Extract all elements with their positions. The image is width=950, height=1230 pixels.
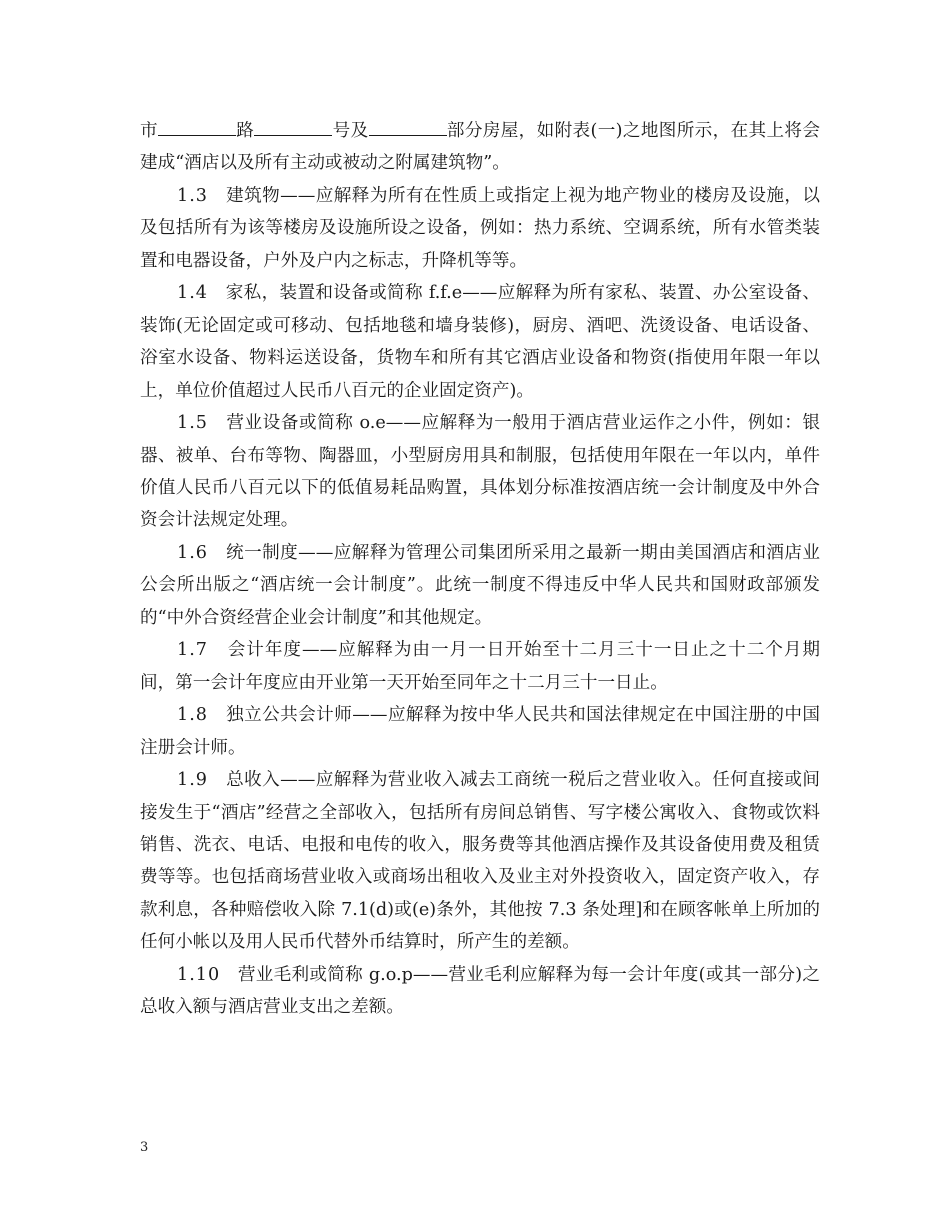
clause-text: 独立公共会计师——应解释为按中华人民共和国法律规定在中国注册的中国注册会计师。 <box>140 705 820 758</box>
clause-text: 营业设备或简称 o.e——应解释为一般用于酒店营业运作之小件，例如：银器、被单、台布等物、陶器皿，小型厨房用具和制服，包括使用年限在一年以内，单件价值人民币八百元以下的低值易耗品购置，具体划分标准按酒店统一会计制度及中外合资会计法规定处理。 <box>140 413 821 531</box>
clause-text: 会计年度——应解释为由一月一日开始至十二月三十一日止之十二个月期间，第一会计年度应由开业第一天开始至同年之十二月三十一日止。 <box>140 640 820 693</box>
clause-1-8 <box>140 699 820 764</box>
clause-text: 家私，装置和设备或简称 f.f.e——应解释为所有家私、装置、办公室设备、装饰(无论固定或可移动、包括地毯和墙身装修)，厨房、酒吧、洗烫设备、电话设备、浴室水设备、物料运送设备，货物车和所有其它酒店业设备和物资(指使用年限一年以上，单位价值超过人民币八百元的企业固定资产)。 <box>140 283 820 401</box>
clause-1-10 <box>140 959 820 1024</box>
text-city: 市 <box>140 121 158 141</box>
clause-number: 1.5 <box>177 413 208 434</box>
clause-number: 1.4 <box>177 283 208 304</box>
clause-1-3 <box>140 180 820 277</box>
text-number: 号及 <box>332 121 369 141</box>
clause-number: 1.7 <box>177 640 208 661</box>
clause-1-5 <box>140 407 820 537</box>
clause-text: 统一制度——应解释为管理公司集团所采用之最新一期由美国酒店和酒店业公会所出版之“酒店统一会计制度”。此统一制度不得违反中华人民共和国财政部颁发的“中外合资经营企业会计制度”和其他规定。 <box>140 542 820 628</box>
clause-number: 1.3 <box>177 185 208 206</box>
clause-1-7 <box>140 634 820 699</box>
page-number: 3 <box>140 1140 149 1155</box>
clause-1-6 <box>140 537 820 634</box>
clause-1-4 <box>140 277 820 407</box>
blank-field-city <box>158 117 236 136</box>
clause-number: 1.6 <box>177 542 208 563</box>
paragraph-premises <box>140 115 820 180</box>
blank-field-number <box>369 117 447 136</box>
clause-number: 1.10 <box>177 964 221 985</box>
clause-text: 总收入——应解释为营业收入减去工商统一税后之营业收入。任何直接或间接发生于“酒店”经营之全部收入，包括所有房间总销售、写字楼公寓收入、食物或饮料销售、洗衣、电话、电报和电传的收入，服务费等其他酒店操作及其设备使用费及租赁费等等。也包括商场营业收入或商场出租收入及业主对外投资收入，固定资产收入，存款利息，各种赔偿收入除 7.1(d)或(e)条外，其他按 7.3 条处理]和在顾客帐单上所加的任何小帐以及用人民币代替外币结算时，所产生的差额。 <box>140 770 820 953</box>
text-premises-rest: 部分房屋，如附表(一)之地图所示，在其上将会建成“酒店以及所有主动或被动之附属建筑物”。 <box>140 121 820 174</box>
blank-field-road <box>254 117 332 136</box>
document-body <box>140 115 820 1024</box>
clause-text: 建筑物——应解释为所有在性质上或指定上视为地产物业的楼房及设施，以及包括所有为该等楼房及设施所设之设备，例如：热力系统、空调系统，所有水管类装置和电器设备，户外及户内之标志，升降机等等。 <box>140 185 820 271</box>
clause-1-9 <box>140 764 820 959</box>
clause-text: 营业毛利或简称 g.o.p——营业毛利应解释为每一会计年度(或其一部分)之总收入额与酒店营业支出之差额。 <box>140 964 820 1018</box>
clause-number: 1.8 <box>177 705 208 726</box>
clause-number: 1.9 <box>177 770 208 791</box>
text-road: 路 <box>235 121 255 141</box>
